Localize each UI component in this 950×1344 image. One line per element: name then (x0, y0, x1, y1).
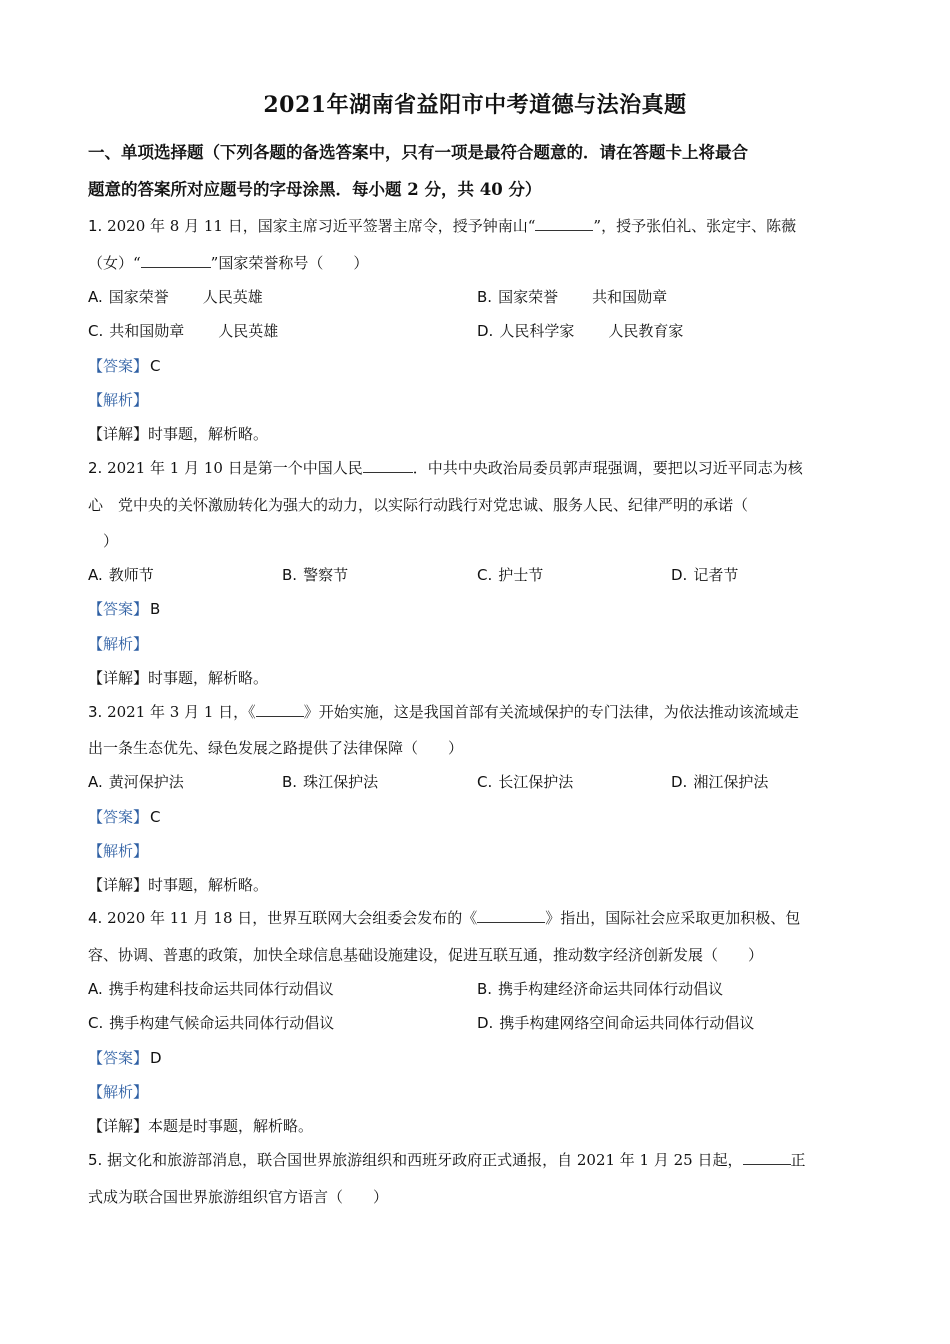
question-4-analysis: 【解析】 (88, 1083, 149, 1101)
question-4-option-a[interactable]: A. 携手构建科技命运共同体行动倡议 (88, 980, 334, 998)
question-2-answer: 【答案】 B (88, 600, 161, 618)
section-heading-line-2: 题意的答案所对应题号的字母涂黑．每小题 2 分，共 40 分） (88, 180, 542, 199)
question-5-line-1: 5. 据文化和旅游部消息，联合国世界旅游组织和西班牙政府正式通报，自 2021 年 1 月 25 日起， 正 (88, 1151, 806, 1169)
question-1-option-c[interactable]: C. 共和国勋章 人民英雄 (88, 322, 279, 340)
question-1-analysis: 【解析】 (88, 391, 149, 409)
question-3-answer: 【答案】 C (88, 808, 161, 826)
question-2-analysis: 【解析】 (88, 635, 149, 653)
question-2-option-c[interactable]: C. 护士节 (477, 566, 544, 584)
question-2-line-2: 心 党中央的关怀激励转化为强大的动力，以实际行动践行对党忠诚、服务人民、纪律严明的承诺（ (88, 496, 749, 514)
question-3-option-c[interactable]: C. 长江保护法 (477, 773, 574, 791)
question-5-line-2: 式成为联合国世界旅游组织官方语言（ ） (88, 1188, 389, 1206)
answer-blank (743, 1151, 791, 1165)
question-2-line-1: 2. 2021 年 1 月 10 日是第一个中国人民 ．中共中央政治局委员郭声琨强调，要把以习近平同志为核 (88, 459, 803, 477)
question-3-option-a[interactable]: A. 黄河保护法 (88, 773, 184, 791)
question-1-number: 1. (88, 217, 103, 235)
question-1-option-b[interactable]: B. 国家荣誉 共和国勋章 (477, 288, 668, 306)
question-3-detail: 【详解】时事题，解析略。 (88, 876, 269, 894)
answer-blank (141, 254, 211, 268)
answer-blank (535, 217, 593, 231)
question-1-option-d[interactable]: D. 人民科学家 人民教育家 (477, 322, 684, 340)
question-1-detail: 【详解】时事题，解析略。 (88, 425, 269, 443)
question-3-option-b[interactable]: B. 珠江保护法 (282, 773, 379, 791)
question-4-option-c[interactable]: C. 携手构建气候命运共同体行动倡议 (88, 1014, 335, 1032)
question-2-detail: 【详解】时事题，解析略。 (88, 669, 269, 687)
answer-blank (477, 909, 545, 923)
question-4-option-b[interactable]: B. 携手构建经济命运共同体行动倡议 (477, 980, 724, 998)
question-3-number: 3. (88, 703, 103, 721)
question-4-line-1: 4. 2020 年 11 月 18 日，世界互联网大会组委会发布的《 》指出，国际社会应采取更加积极、包 (88, 909, 801, 927)
question-3-line-1: 3. 2021 年 3 月 1 日，《 》开始实施，这是我国首部有关流域保护的专门法律，为依法推动该流域走 (88, 703, 799, 721)
question-1-line-1: 1. 2020 年 8 月 11 日，国家主席习近平签署主席令，授予钟南山“ ”，授予张伯礼、张定宇、陈薇 (88, 217, 797, 235)
section-heading (88, 134, 868, 208)
question-4-detail: 【详解】本题是时事题，解析略。 (88, 1117, 314, 1135)
question-2-option-a[interactable]: A. 教师节 (88, 566, 154, 584)
question-4-answer: 【答案】 D (88, 1049, 162, 1067)
question-4-number: 4. (88, 909, 103, 927)
question-1-answer: 【答案】 C (88, 357, 161, 375)
section-heading-line-1: 一、单项选择题（下列各题的备选答案中，只有一项是最符合题意的．请在答题卡上将最合 (88, 143, 748, 162)
question-5-number: 5. (88, 1151, 103, 1169)
question-1-line-2: （女）“ ”国家荣誉称号（ ） (88, 254, 369, 272)
question-2-number: 2. (88, 459, 103, 477)
question-1-option-a[interactable]: A. 国家荣誉 人民英雄 (88, 288, 263, 306)
question-2-line-3: ） (88, 532, 119, 550)
question-4-option-d[interactable]: D. 携手构建网络空间命运共同体行动倡议 (477, 1014, 755, 1032)
question-2-option-d[interactable]: D. 记者节 (671, 566, 739, 584)
question-3-analysis: 【解析】 (88, 842, 149, 860)
page-title: 2021年湖南省益阳市中考道德与法治真题 (263, 92, 687, 118)
question-2-option-b[interactable]: B. 警察节 (282, 566, 349, 584)
answer-blank (363, 459, 413, 473)
question-3-line-2: 出一条生态优先、绿色发展之路提供了法律保障（ ） (88, 739, 464, 757)
question-3-option-d[interactable]: D. 湘江保护法 (671, 773, 769, 791)
answer-blank (256, 703, 304, 717)
question-4-line-2: 容、协调、普惠的政策，加快全球信息基础设施建设，促进互联互通，推动数字经济创新发展（ ） (88, 946, 764, 964)
